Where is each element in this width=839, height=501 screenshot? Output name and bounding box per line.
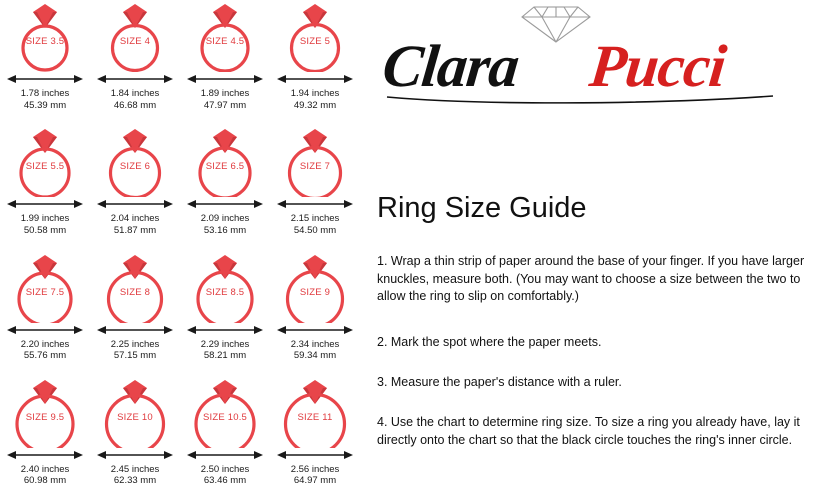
measure-arrow [187,72,263,84]
measure-inches: 1.99 inches [20,213,70,225]
measure-text [291,339,340,362]
measure-mm: 54.50 mm [293,224,337,236]
ring-size-cell [90,376,180,501]
measure-inches: 2.29 inches [200,338,250,350]
ring-size-cell [0,251,90,376]
measure-inches: 2.20 inches [20,338,70,350]
ring-size-chart [0,0,360,501]
measure-text [21,339,70,362]
ring-size-cell [90,0,180,125]
measure-mm: 62.33 mm [113,475,157,487]
measure-text [111,464,160,487]
ring-size-cell [270,251,360,376]
measure-mm: 47.97 mm [203,99,247,111]
measure-inches: 2.15 inches [290,213,340,225]
ring-size-cell [270,376,360,501]
ring-size-cell [270,125,360,250]
ring-size-cell [0,0,90,125]
measure-text [291,88,340,111]
measure-arrow [187,197,263,209]
measure-arrow [277,448,353,460]
ring-size-label: SIZE 5 [299,36,331,47]
measure-mm: 58.21 mm [203,350,247,361]
ring-size-label: SIZE 7.5 [25,286,65,298]
measure-mm: 55.76 mm [23,350,67,361]
ring-size-label: SIZE 7 [299,161,331,173]
ring-size-cell [180,251,270,376]
logo-underline-swoosh [385,92,775,102]
measure-arrow [97,197,173,209]
measure-arrow [277,72,353,84]
measure-arrow [97,72,173,84]
measure-arrow [187,448,263,460]
measure-text [201,464,250,487]
guide-step-3: 3. Measure the paper's distance with a ruler. [377,375,622,389]
measure-mm: 57.15 mm [113,350,157,361]
ring-size-cell [0,125,90,250]
measure-inches: 1.84 inches [110,88,160,99]
measure-arrow [277,197,353,209]
measure-inches: 1.89 inches [200,88,250,99]
ring-size-label: SIZE 6.5 [205,161,245,173]
measure-mm: 63.46 mm [203,475,247,487]
measure-text [291,464,340,487]
ring-size-label: SIZE 8 [119,286,151,298]
measure-text [21,464,70,487]
measure-text [21,213,70,236]
guide-step-1: 1. Wrap a thin strip of paper around the base of your finger. If you have larger knuckles, measure both. (You may want to choose a size between the two to allow the ring to slip on comfortably.) [377,254,805,303]
measure-arrow [277,323,353,335]
guide-step-2: 2. Mark the spot where the paper meets. [377,335,602,349]
logo-text-pucci: Pucci [586,33,729,99]
guide-step-4: 4. Use the chart to determine ring size. To size a ring you already have, lay it directly onto the chart so that the black circle touches the ring's inner circle. [377,415,800,447]
measure-text [201,339,250,362]
measure-mm: 46.68 mm [113,99,157,111]
ring-size-label: SIZE 10 [117,411,153,423]
measure-arrow [7,323,83,335]
measure-inches: 2.40 inches [20,463,70,475]
measure-mm: 51.87 mm [113,224,157,236]
measure-inches: 2.34 inches [290,338,340,350]
measure-arrow [7,197,83,209]
ring-size-label: SIZE 9 [299,286,331,298]
measure-inches: 2.04 inches [110,213,160,225]
measure-mm: 49.32 mm [293,99,337,111]
logo-text-clara: Clara [379,33,522,99]
measure-mm: 45.39 mm [23,99,67,111]
measure-arrow [7,448,83,460]
measure-inches: 2.45 inches [110,463,160,475]
measure-inches: 1.78 inches [20,88,70,99]
ring-size-cell [180,0,270,125]
measure-text [21,88,70,111]
guide-panel [365,0,839,501]
ring-size-cell [180,376,270,501]
ring-size-label: SIZE 11 [297,411,333,423]
ring-size-label: SIZE 4 [119,36,151,47]
measure-text [201,213,250,236]
ring-size-label: SIZE 5.5 [25,161,65,173]
page-title: Ring Size Guide [377,192,587,224]
ring-size-cell [180,125,270,250]
measure-inches: 2.25 inches [110,338,160,350]
measure-mm: 53.16 mm [203,224,247,236]
measure-inches: 1.94 inches [290,88,340,99]
measure-text [111,339,160,362]
ring-size-cell [270,0,360,125]
measure-mm: 60.98 mm [23,475,67,487]
measure-mm: 64.97 mm [293,475,337,487]
ring-size-cell [0,376,90,501]
measure-arrow [97,323,173,335]
ring-size-label: SIZE 10.5 [202,411,248,423]
ring-size-label: SIZE 8.5 [205,286,245,298]
ring-size-label: SIZE 9.5 [25,411,65,423]
ring-size-label: SIZE 6 [119,161,151,173]
measure-arrow [97,448,173,460]
measure-text [111,88,160,111]
ring-size-cell [90,251,180,376]
ring-size-cell [90,125,180,250]
measure-text [291,213,340,236]
measure-arrow [187,323,263,335]
measure-inches: 2.56 inches [290,463,340,475]
measure-text [111,213,160,236]
measure-mm: 59.34 mm [293,350,337,361]
ring-size-label: SIZE 4.5 [205,36,245,47]
measure-mm: 50.58 mm [23,224,67,236]
measure-inches: 2.09 inches [200,213,250,225]
measure-inches: 2.50 inches [200,463,250,475]
diamond-icon [520,4,592,44]
brand-logo [375,4,775,99]
measure-text [201,88,250,111]
measure-arrow [7,72,83,84]
ring-size-label: SIZE 3.5 [25,36,65,47]
